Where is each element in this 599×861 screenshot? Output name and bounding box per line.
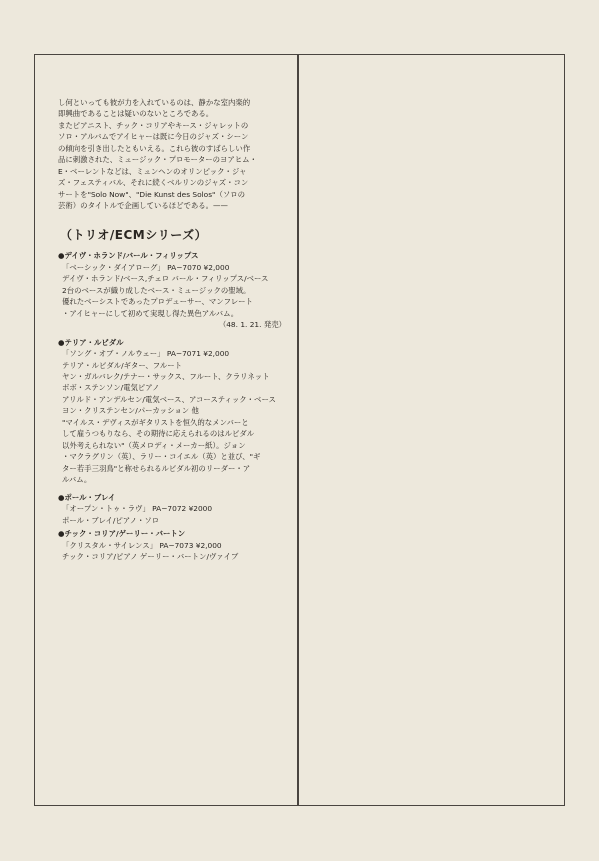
album-title: 「オープン・トゥ・ラヴ」 PA−7072 ¥2000 — [62, 504, 213, 514]
description-line: 2台のベースが織り成したベース・ミュージックの聖域。 — [62, 285, 251, 295]
personnel-line: アリルド・アンデルセン/電気ベース、アコースティック・ベース — [62, 394, 276, 404]
album-entry — [58, 337, 294, 486]
artist-name: ●チック・コリア/ゲーリー・バートン — [58, 529, 186, 539]
artist-name: ●デイヴ・ホランド/バール・フィリップス — [58, 251, 199, 261]
album-title: 「ソング・オブ・ノルウェー」 PA−7071 ¥2,000 — [62, 349, 230, 359]
artist-name: ●ポール・ブレイ — [58, 492, 116, 502]
left-column — [58, 97, 294, 562]
personnel-line: チック・コリア/ピアノ ゲーリー・バートン/ヴァイブ — [62, 552, 239, 561]
description-line: ター若手三羽鳥"と称せられるルビダル初のリーダー・ア — [62, 463, 251, 473]
personnel-line: デイヴ・ホランド/ベース,チェロ バール・フィリップス/ベース — [62, 274, 269, 284]
intro-line: ソロ・アルバムでアイヒャーは既に今日のジャズ・シーン — [58, 132, 249, 142]
section-title: （トリオ/ECMシリーズ） — [60, 227, 208, 242]
description-line: ・アイヒャーにして初めて実現し得た異色アルバム。 — [62, 308, 239, 318]
description-line: 以外考えられない"（英メロディ・メーカー紙）。ジョン — [62, 440, 246, 450]
intro-line: し何といっても彼が力を入れているのは、静かな室内楽的 — [58, 98, 251, 107]
intro-line: ズ・フェスティバル、それに続くベルリンのジャズ・コン — [58, 178, 249, 188]
intro-line: 芸術）のタイトルで企画しているほどである。—— — [58, 201, 228, 211]
personnel-line: ポール・ブレイ/ピアノ・ソロ — [62, 515, 160, 525]
intro-paragraph — [58, 97, 294, 212]
intro-line: の傾向を引き出したともいえる。これら彼のすばらしい作 — [58, 143, 251, 153]
description-line: 優れたベーシストであったプロデューサー、マンフレート — [62, 297, 253, 307]
personnel-line: ボボ・ステンソン/電気ピアノ — [62, 383, 160, 393]
album-entry — [58, 492, 294, 526]
personnel-line: ヨン・クリステンセン/パーカッション 他 — [62, 406, 199, 416]
album-title: 「ベーシック・ダイアローグ」 PA−7070 ¥2,000 — [62, 262, 230, 272]
intro-line: 即興曲であることは疑いのないところである。 — [58, 109, 214, 119]
artist-name: ●テリア・ルビダル — [58, 337, 124, 347]
intro-line: 品に刺激された、ミュージック・プロモーターのヨアヒム・ — [58, 155, 257, 165]
intro-line: E・ベーレントなどは、ミュンヘンのオリンピック・ジャ — [58, 166, 247, 176]
album-entry — [58, 250, 294, 330]
description-line: して雇うつもりなら、その期待に応えられるのはルビダル — [62, 429, 255, 439]
personnel-line: ヤン・ガルバレク/テナー・サックス、フルート、クラリネット — [62, 371, 270, 381]
description-line: "マイルス・デヴィスがギタリストを恒久的なメンバーと — [62, 417, 249, 427]
personnel-line: テリア・ルビダル/ギター、フルート — [62, 360, 183, 370]
album-title: 「クリスタル・サイレンス」 PA−7073 ¥2,000 — [62, 540, 222, 550]
column-divider — [297, 54, 299, 806]
release-date: （48. 1. 21. 発売） — [218, 320, 286, 330]
album-entry — [58, 528, 294, 562]
description-line: ・マクラグリン（英）、ラリー・コイエル（英）と並び、"ギ — [62, 452, 261, 462]
description-line: ルバム。 — [62, 475, 92, 485]
intro-line: またピアニスト、チック・コリアやキース・ジャレットの — [58, 120, 249, 130]
intro-line: サートを"Solo Now"、"Die Kunst des Solos"（ソロの — [58, 189, 246, 199]
